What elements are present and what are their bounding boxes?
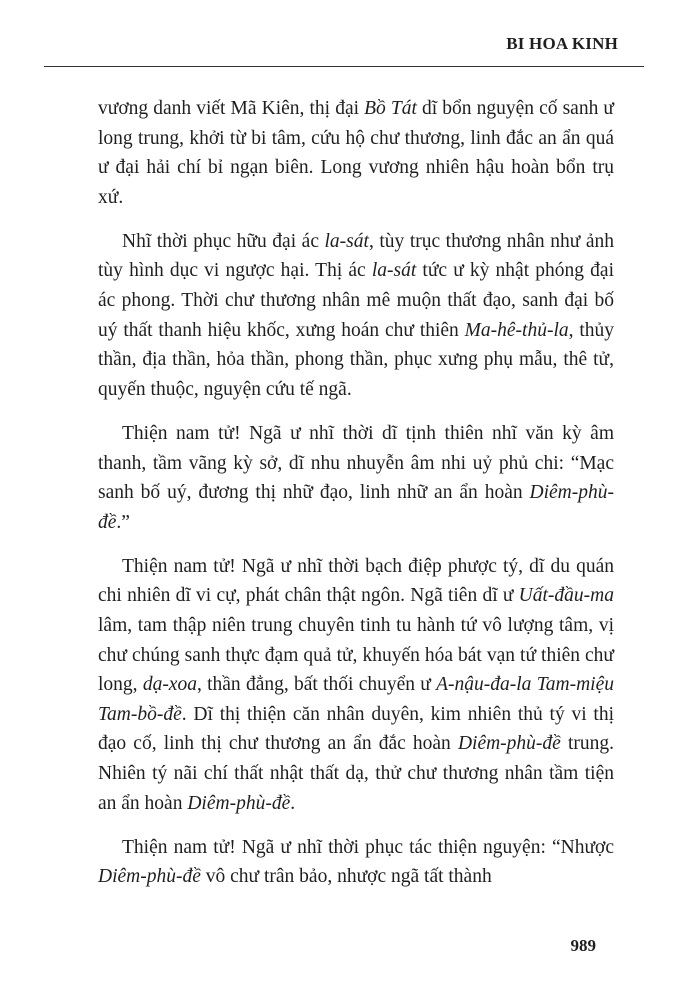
text-run: .” [116, 511, 130, 533]
italic-term: Diêm-phù-đề [98, 866, 201, 888]
italic-term: Uất-đầu-ma [518, 585, 614, 607]
text-run: Thiện nam tử! Ngã ư nhĩ thời bạch điệp phược tý, dĩ du quán chi nhiên dĩ vi cự, phát chân thật ngôn. Ngã tiên dĩ ư [98, 555, 614, 607]
text-run: vô chư trân bảo, nhược ngã tất thành [200, 866, 492, 888]
italic-term: la-sát [371, 260, 417, 282]
text-run: . Dĩ thị thiện căn nhân duyên, kim nhiên thủ tý vi thị đạo cố, linh thị chư thương an ẩn đắc hoàn [98, 703, 614, 755]
paragraph [98, 227, 614, 405]
text-run: , thủy thần, địa thần, hỏa thần, phong thần, phục xưng phụ mẫu, thê tử, quyến thuộc, nguyện cứu tế ngã. [98, 319, 615, 400]
paragraph [98, 833, 614, 892]
text-run: vương danh viết Mã Kiên, thị đại [98, 98, 365, 119]
paragraph [98, 94, 614, 212]
page-number: 989 [570, 936, 596, 955]
text-run: , thần đẳng, bất thối chuyển ư [196, 674, 437, 696]
text-run: trung. Nhiên tý nãi chí thất nhật thất dạ, thử chư thương nhân tầm tiện an ẩn hoàn [98, 733, 614, 814]
header-title: BI HOA KINH [506, 34, 618, 53]
running-header [44, 22, 644, 67]
italic-term: la-sát [324, 230, 369, 252]
text-run: Nhĩ thời phục hữu đại ác [122, 230, 325, 252]
text-run: , tùy trục thương nhân như ảnh tùy hình dục vi ngược hại. Thị ác [98, 230, 614, 282]
italic-term: dạ-xoa [142, 674, 197, 696]
text-run: lâm, tam thập niên trung chuyên tinh tu hành tứ vô lượng tâm, vị chư chúng sanh thực đạm quả tử, khuyến hóa bát vạn tứ thiên chư long, [98, 615, 614, 696]
text-run: tức ư kỳ nhật phóng đại ác phong. Thời chư thương nhân mê muộn thất đạo, sanh đại bố uý thất thanh hiệu khốc, xưng hoán chư thiên [98, 260, 614, 341]
text-run: Thiện nam tử! Ngã ư nhĩ thời phục tác thiện nguyện: “Nhược [122, 836, 614, 858]
italic-term: A-nậu-đa-la Tam-miệu Tam-bồ-đề [98, 674, 614, 725]
paragraph [98, 419, 614, 537]
text-run: . [290, 792, 296, 814]
italic-term: Bồ Tát [364, 98, 417, 119]
paragraph [98, 552, 614, 818]
italic-term: Diêm-phù-đề [98, 482, 614, 533]
italic-term: Diêm-phù-đề [457, 733, 561, 755]
body-text [98, 94, 614, 906]
italic-term: Ma-hê-thủ-la [464, 319, 569, 341]
text-run: dĩ bổn nguyện cố sanh ư long trung, khởi từ bi tâm, cứu hộ chư thương, linh đắc an ẩn quá ư đại hải chí bỉ ngạn biên. Long vương nhiên hậu hoàn bổn trụ xứ. [98, 98, 614, 208]
text-run: Thiện nam tử! Ngã ư nhĩ thời dĩ tịnh thiên nhĩ văn kỳ âm thanh, tầm vãng kỳ sở, dĩ nhu nhuyễn âm nhi uỷ phủ chi: “Mạc sanh bố uý, đương thị nhữ đạo, linh nhữ an ẩn hoàn [98, 422, 614, 504]
italic-term: Diêm-phù-đề [187, 792, 291, 814]
